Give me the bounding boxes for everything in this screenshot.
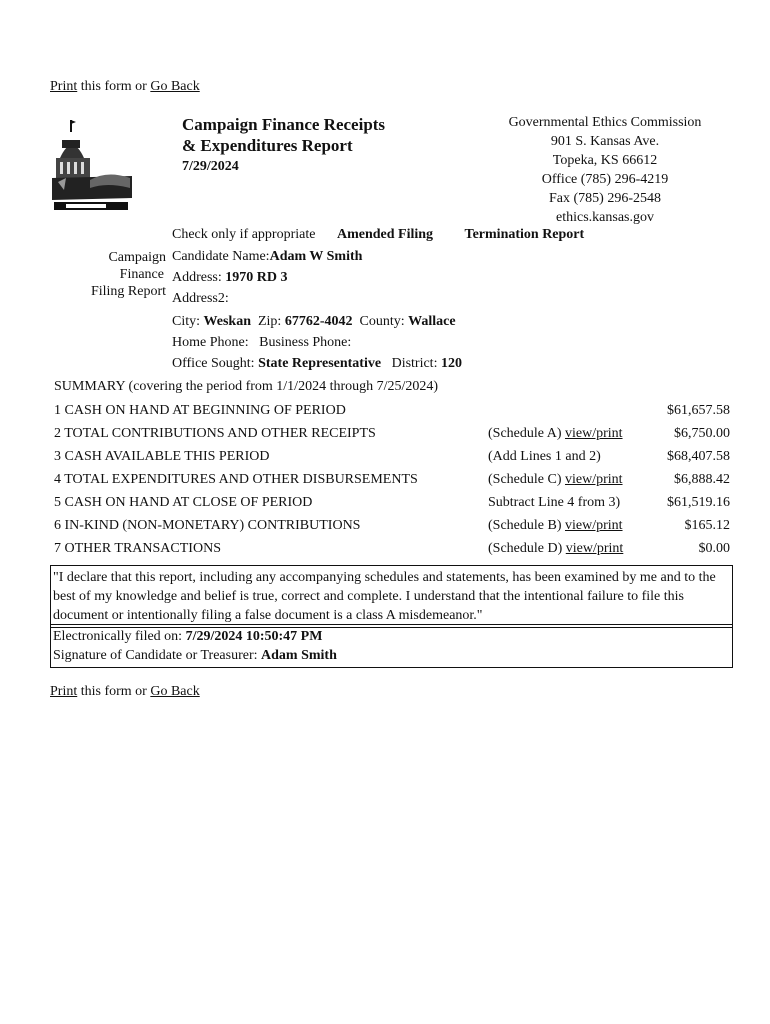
address-value: 1970 RD 3 [225,270,288,285]
line-label: 3 CASH AVAILABLE THIS PERIOD [54,449,270,464]
summary-line-1 [54,401,744,424]
line-schedule [488,426,623,442]
schedule-a-view-print-link[interactable]: view/print [564,426,623,441]
schedule-text: (Schedule C) [488,472,565,487]
report-date: 7/29/2024 [182,159,239,174]
schedule-text: (Schedule B) [488,518,565,533]
candidate-name-row [172,249,362,265]
zip-label: Zip: [257,314,285,329]
summary-line-3 [54,447,744,470]
home-phone-label: Home Phone: [172,335,249,350]
county-label: County: [359,314,409,329]
schedule-b-view-print-link[interactable]: view/print [564,518,623,533]
schedule-text: (Schedule D) [488,541,566,556]
campaign-finance-filing-report-label [84,249,166,300]
line-amount: $61,519.16 [667,495,730,510]
line-schedule: (Add Lines 1 and 2) [488,449,601,464]
agency-city: Topeka, KS 66612 [552,153,658,168]
filed-on-label: Electronically filed on: [53,629,186,644]
zip-value: 67762-4042 [284,314,353,329]
line-amount: $68,407.58 [667,449,730,464]
line-label: 7 OTHER TRANSACTIONS [54,541,221,556]
schedule-c-view-print-link[interactable]: view/print [564,472,623,487]
district-value: 120 [440,356,462,371]
amended-filing-option: Amended Filing [336,227,434,242]
line-schedule [488,472,623,488]
kansas-capitol-seal [52,118,132,216]
phone-row [172,335,351,351]
line-label: 6 IN-KIND (NON-MONETARY) CONTRIBUTIONS [54,518,361,533]
summary-heading: SUMMARY (covering the period from 1/1/2024 through 7/25/2024) [54,379,439,394]
agency-street: 901 S. Kansas Ave. [550,134,660,149]
signature-label: Signature of Candidate or Treasurer: [53,648,262,663]
go-back-link[interactable]: Go Back [150,79,200,94]
report-title-line2: & Expenditures Report [182,136,353,155]
filing-type-row [172,227,584,243]
line-amount: $6,888.42 [674,472,730,487]
line-amount: $6,750.00 [674,426,730,441]
city-label: City: [172,314,204,329]
summary-line-5 [54,493,744,516]
agency-office-phone: Office (785) 296-4219 [541,172,669,187]
schedule-text: (Schedule A) [488,426,565,441]
bottom-nav [50,684,200,700]
side-label-line2: Finance [119,267,164,282]
summary-lines [54,401,744,562]
address2-label: Address2: [172,291,229,306]
district-label: District: [391,356,441,371]
nav-separator-text: this form or [77,79,151,94]
candidate-name-label: Candidate Name: [172,249,270,264]
address-row [172,270,288,286]
line-label: 4 TOTAL EXPENDITURES AND OTHER DISBURSEMENTS [54,472,418,487]
nav-separator-text-bottom: this form or [77,684,151,699]
filed-on-row [53,627,732,646]
agency-website: ethics.kansas.gov [556,210,654,225]
office-sought-label: Office Sought: [172,356,259,371]
schedule-d-view-print-link[interactable]: view/print [565,541,624,556]
summary-line-7 [54,539,744,562]
termination-report-option: Termination Report [464,227,585,242]
city-value: Weskan [203,314,251,329]
office-sought-value: State Representative [258,356,382,371]
check-prompt: Check only if appropriate [172,227,316,242]
report-title-line1: Campaign Finance Receipts [182,115,386,134]
summary-line-2 [54,424,744,447]
city-zip-county-row [172,314,456,330]
line-label: 5 CASH ON HAND AT CLOSE OF PERIOD [54,495,313,510]
line-schedule [488,518,623,534]
agency-fax: Fax (785) 296-2548 [549,191,661,206]
print-link-bottom[interactable]: Print [50,684,78,699]
summary-line-6 [54,516,744,539]
line-label: 2 TOTAL CONTRIBUTIONS AND OTHER RECEIPTS [54,426,376,441]
line-schedule: Subtract Line 4 from 3) [488,495,621,510]
line-amount: $165.12 [684,518,730,533]
filed-on-value: 7/29/2024 10:50:47 PM [185,629,323,644]
line-amount: $0.00 [698,541,730,556]
line-amount: $61,657.58 [667,403,730,418]
line-schedule [488,541,623,557]
print-link[interactable]: Print [50,79,78,94]
office-sought-row [172,356,462,372]
address-label: Address: [172,270,226,285]
candidate-name: Adam W Smith [269,249,363,264]
side-label-line1: Campaign [108,250,166,265]
side-label-line3: Filing Report [90,284,166,299]
declaration-box: "I declare that this report, including any accompanying schedules and statements, has been examined by me and to the best of my knowledge and belief is true, correct and complete. I understand that the intentional failure to file this document or intentionally filing a false document is a class A misdemeanor." [50,565,733,628]
signature-row [53,646,732,665]
county-value: Wallace [408,314,456,329]
line-label: 1 CASH ON HAND AT BEGINNING OF PERIOD [54,403,346,418]
summary-line-4 [54,470,744,493]
go-back-link-bottom[interactable]: Go Back [150,684,200,699]
business-phone-label: Business Phone: [259,335,352,350]
report-title-block [182,114,385,177]
top-nav [50,79,200,95]
agency-address [470,113,740,227]
filing-box [50,624,733,668]
signature-value: Adam Smith [261,648,337,663]
agency-name: Governmental Ethics Commission [508,115,702,130]
address2-row [172,291,229,307]
